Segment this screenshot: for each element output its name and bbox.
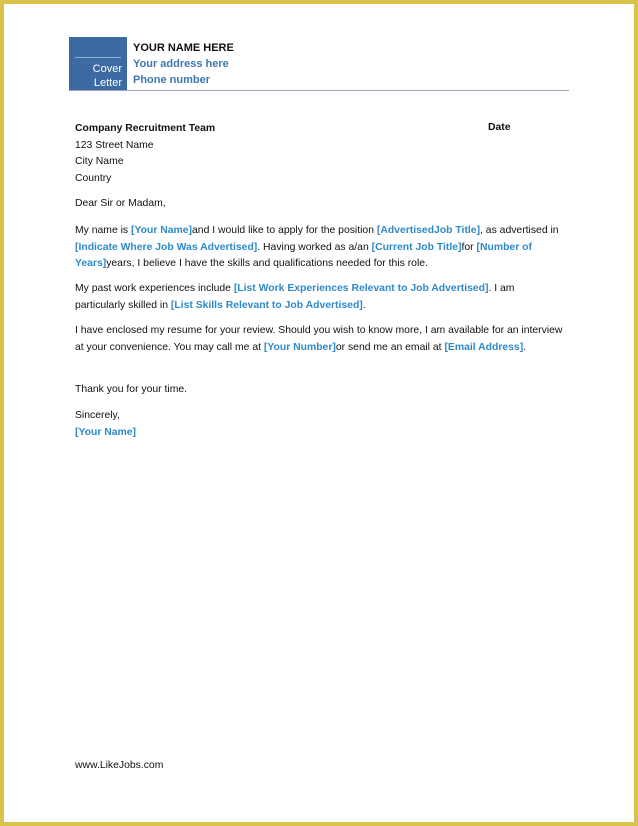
sender-address: Your address here (133, 58, 229, 70)
para1-text-1: My name is (75, 225, 132, 236)
recipient-team: Company Recruitment Team (75, 123, 216, 134)
document-page (4, 4, 634, 822)
placeholder-number-of-years: [Number of Years] (75, 241, 532, 269)
date-label: Date (488, 122, 511, 133)
cover-letter-badge (69, 37, 127, 90)
salutation: Dear Sir or Madam, (75, 198, 166, 209)
recipient-street: 123 Street Name (75, 139, 154, 151)
placeholder-current-job-title: [Current Job Title] (371, 241, 462, 253)
placeholder-email-address: [Email Address] (444, 341, 524, 353)
header-divider (69, 90, 569, 91)
para2-text-2: . I am particularly skilled in (75, 283, 515, 311)
para1-text-3: , as advertised in (480, 225, 559, 236)
para1-text-2: and I would like to apply for the position (192, 225, 377, 236)
para2-text-1: My past work experiences include (75, 283, 234, 294)
placeholder-where-advertised: [Indicate Where Job Was Advertised] (75, 241, 258, 253)
recipient-country: Country (75, 172, 112, 184)
recipient-city: City Name (75, 156, 124, 167)
badge-divider (75, 57, 121, 58)
closing-block (75, 408, 565, 441)
placeholder-skills: [List Skills Relevant to Job Advertised] (170, 299, 363, 311)
paragraph-intro (75, 223, 565, 273)
paragraph-resume (75, 323, 565, 356)
para1-text-6: years, I believe I have the skills and qualifications needed for this role. (106, 258, 428, 269)
placeholder-work-experiences: [List Work Experiences Relevant to Job Advertised] (233, 283, 489, 294)
placeholder-your-name: [Your Name] (131, 225, 193, 236)
badge-line-1: Cover (92, 63, 122, 75)
paragraph-experience (75, 281, 565, 314)
signature-placeholder: [Your Name] (75, 426, 137, 438)
placeholder-your-number: [Your Number] (263, 341, 336, 353)
para3-text-3: . (523, 341, 527, 353)
badge-line-2: Letter (93, 77, 122, 89)
para2-text-3: . (362, 299, 366, 311)
closing: Sincerely, (75, 410, 120, 421)
para1-text-4: . Having worked as a/an (257, 241, 372, 253)
sender-phone: Phone number (133, 74, 211, 86)
para1-text-5: for (461, 241, 477, 253)
para3-text-1: I have enclosed my resume for your review. Should you wish to know more, I am available for an interview at your convenience. You may call me at (75, 325, 563, 353)
placeholder-job-title: [AdvertisedJob Title] (376, 225, 481, 236)
thanks-line: Thank you for your time. (75, 384, 188, 395)
para3-text-2: or send me an email at (335, 341, 445, 353)
sender-name: YOUR NAME HERE (133, 42, 234, 54)
footer-website: www.LikeJobs.com (75, 760, 164, 771)
